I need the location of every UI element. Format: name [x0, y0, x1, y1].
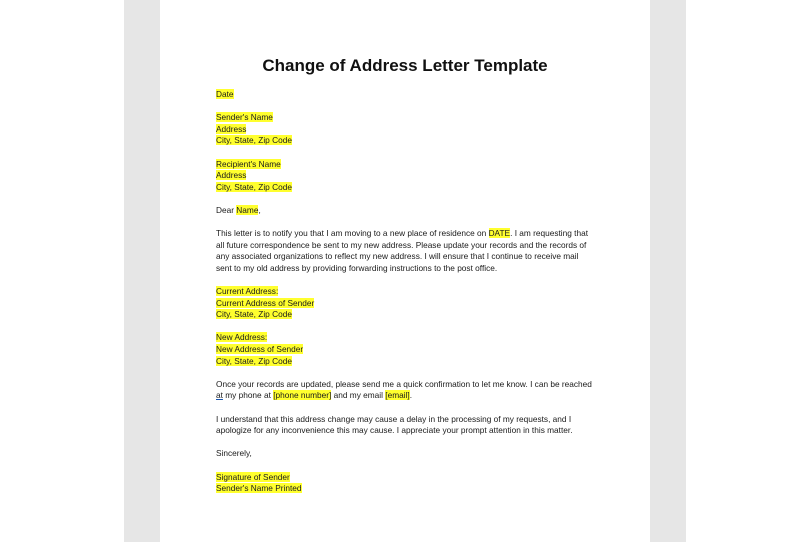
email-placeholder: [email]	[385, 390, 410, 401]
confirmation-start: Once your records are updated, please send me a quick confirmation to let me know. I can be reached	[216, 378, 592, 389]
signature-block	[216, 472, 596, 495]
sender-block	[216, 112, 596, 147]
sender-city-line: City, State, Zip Code	[216, 135, 292, 146]
salutation	[216, 205, 596, 217]
date-block	[216, 89, 596, 101]
left-margin	[0, 0, 124, 542]
salutation-name: Name	[236, 204, 259, 215]
right-margin	[686, 0, 794, 542]
new-address-city-line: City, State, Zip Code	[216, 355, 292, 366]
recipient-city-line: City, State, Zip Code	[216, 181, 292, 192]
left-gutter	[124, 0, 160, 542]
at-word: at	[216, 390, 223, 401]
current-address-city-line: City, State, Zip Code	[216, 309, 292, 320]
confirmation-end: .	[409, 390, 413, 401]
sender-name: Sender's Name	[216, 112, 273, 123]
current-address-block	[216, 286, 596, 321]
confirmation-and-email: and my email	[331, 390, 386, 401]
new-address-block	[216, 332, 596, 367]
new-address-label: New Address:	[216, 332, 268, 343]
date-placeholder: Date	[216, 89, 234, 99]
closing: Sincerely,	[216, 448, 252, 459]
printed-name-line: Sender's Name Printed	[216, 483, 302, 494]
document-title: Change of Address Letter Template	[262, 56, 548, 75]
salutation-suffix: ,	[258, 204, 261, 215]
sender-address: Address	[216, 123, 247, 134]
document-page	[160, 0, 650, 542]
new-address-line: New Address of Sender	[216, 344, 304, 355]
paragraph-confirmation	[216, 379, 596, 402]
current-address-line: Current Address of Sender	[216, 297, 315, 308]
right-gutter	[650, 0, 686, 542]
confirmation-middle: my phone at	[222, 390, 274, 401]
paragraph-notice-start: This letter is to notify you that I am moving to a new place of residence on	[216, 228, 489, 239]
move-date-placeholder: DATE	[488, 228, 511, 239]
paragraph-apology: I understand that this address change may cause a delay in the processing of my requests, and I apologize for any inconvenience this may cause. I appreciate your prompt attention in this matter.	[216, 413, 573, 436]
recipient-name: Recipient's Name	[216, 158, 281, 169]
current-address-label: Current Address:	[216, 286, 279, 297]
recipient-address: Address	[216, 170, 247, 181]
letter-body	[216, 89, 596, 506]
signature-line: Signature of Sender	[216, 471, 290, 482]
phone-placeholder: [phone number]	[273, 390, 332, 401]
recipient-block	[216, 159, 596, 194]
salutation-prefix: Dear	[216, 204, 237, 215]
paragraph-notice	[216, 228, 596, 274]
paragraph-notice-end: . I am requesting that all future correspondence be sent to my new address. Please update your records and the records of any associated organizations to reflect my new address. I will ensure that I continue to receive mail sent to my old address by providing forwarding instructions to the post office.	[216, 228, 589, 273]
